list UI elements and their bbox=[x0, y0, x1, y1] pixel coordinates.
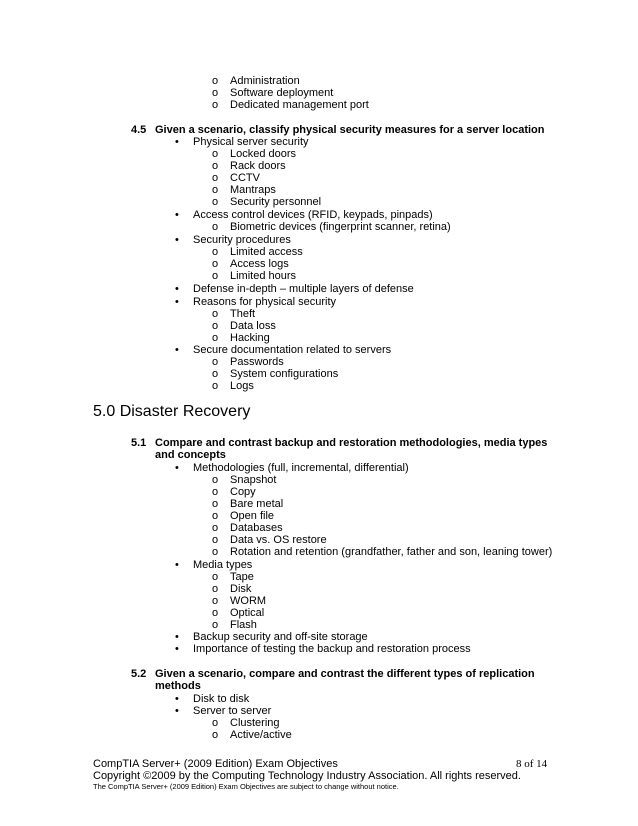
footer-notice: The CompTIA Server+ (2009 Edition) Exam Objectives are subject to change without notice. bbox=[93, 782, 399, 791]
list-item: Mantraps bbox=[230, 184, 276, 196]
sub-bullet-icon: o bbox=[212, 184, 219, 196]
sub-bullet-icon: o bbox=[212, 332, 219, 344]
list-item: System configurations bbox=[230, 368, 339, 380]
list-item: Access control devices (RFID, keypads, pinpads) bbox=[193, 209, 433, 221]
list-item: Rotation and retention (grandfather, father and son, leaning tower) bbox=[230, 546, 553, 558]
list-item: Limited hours bbox=[230, 270, 297, 282]
bullet-icon: • bbox=[175, 559, 179, 571]
objective-title: Given a scenario, classify physical security measures for a server location bbox=[155, 124, 545, 136]
list-item: Theft bbox=[230, 308, 256, 320]
list-item: Hacking bbox=[230, 332, 270, 344]
objective-title-cont: and concepts bbox=[155, 449, 226, 461]
objective-title-cont: methods bbox=[155, 680, 201, 692]
list-item: Disk bbox=[230, 583, 252, 595]
list-item: Data vs. OS restore bbox=[230, 534, 327, 546]
bullet-icon: • bbox=[175, 631, 179, 643]
list-item: Administration bbox=[230, 75, 300, 87]
objective-number: 5.2 bbox=[131, 668, 147, 680]
footer-copyright: Copyright ©2009 by the Computing Technology Industry Association. All rights reserved. bbox=[93, 770, 521, 782]
list-item: Open file bbox=[230, 510, 275, 522]
sub-bullet-icon: o bbox=[212, 221, 219, 233]
list-item: Media types bbox=[193, 559, 253, 571]
list-item: Security personnel bbox=[230, 196, 322, 208]
list-item: Server to server bbox=[193, 705, 272, 717]
list-item: Locked doors bbox=[230, 148, 297, 160]
list-item: Rack doors bbox=[230, 160, 286, 172]
bullet-icon: • bbox=[175, 705, 179, 717]
objective-number: 4.5 bbox=[131, 124, 147, 136]
sub-bullet-icon: o bbox=[212, 583, 219, 595]
list-item: Reasons for physical security bbox=[193, 296, 337, 308]
sub-bullet-icon: o bbox=[212, 486, 219, 498]
list-item: WORM bbox=[230, 595, 267, 607]
list-item: Dedicated management port bbox=[230, 99, 369, 111]
list-item: Biometric devices (fingerprint scanner, retina) bbox=[230, 221, 451, 233]
list-item: Methodologies (full, incremental, differential) bbox=[193, 462, 409, 474]
page-number: 8 of 14 bbox=[516, 758, 548, 770]
section-title: 5.0 Disaster Recovery bbox=[93, 403, 251, 420]
sub-bullet-icon: o bbox=[212, 729, 219, 741]
sub-bullet-icon: o bbox=[212, 196, 219, 208]
sub-bullet-icon: o bbox=[212, 356, 219, 368]
list-item: Passwords bbox=[230, 356, 284, 368]
sub-bullet-icon: o bbox=[212, 270, 219, 282]
list-item: Flash bbox=[230, 619, 257, 631]
sub-bullet-icon: o bbox=[212, 607, 219, 619]
footer-doc-name: CompTIA Server+ (2009 Edition) Exam Objectives bbox=[93, 758, 338, 770]
sub-bullet-icon: o bbox=[212, 522, 219, 534]
sub-bullet-icon: o bbox=[212, 717, 219, 729]
list-item: Active/active bbox=[230, 729, 292, 741]
bullet-icon: • bbox=[175, 234, 179, 246]
list-item: Snapshot bbox=[230, 474, 277, 486]
list-item: Disk to disk bbox=[193, 693, 250, 705]
list-item: Data loss bbox=[230, 320, 276, 332]
sub-bullet-icon: o bbox=[212, 148, 219, 160]
list-item: Backup security and off-site storage bbox=[193, 631, 368, 643]
list-item: CCTV bbox=[230, 172, 260, 184]
sub-bullet-icon: o bbox=[212, 75, 219, 87]
list-item: Security procedures bbox=[193, 234, 291, 246]
sub-bullet-icon: o bbox=[212, 246, 219, 258]
sub-bullet-icon: o bbox=[212, 258, 219, 270]
objective-title: Given a scenario, compare and contrast the different types of replication bbox=[155, 668, 535, 680]
list-item: Defense in-depth – multiple layers of defense bbox=[193, 283, 414, 295]
sub-bullet-icon: o bbox=[212, 546, 219, 558]
objective-number: 5.1 bbox=[131, 437, 147, 449]
bullet-icon: • bbox=[175, 344, 179, 356]
list-item: Secure documentation related to servers bbox=[193, 344, 392, 356]
sub-bullet-icon: o bbox=[212, 498, 219, 510]
list-item: Software deployment bbox=[230, 87, 334, 99]
sub-bullet-icon: o bbox=[212, 87, 219, 99]
sub-bullet-icon: o bbox=[212, 160, 219, 172]
list-item: Logs bbox=[230, 380, 254, 392]
sub-bullet-icon: o bbox=[212, 510, 219, 522]
bullet-icon: • bbox=[175, 643, 179, 655]
sub-bullet-icon: o bbox=[212, 534, 219, 546]
bullet-icon: • bbox=[175, 462, 179, 474]
list-item: Databases bbox=[230, 522, 283, 534]
sub-bullet-icon: o bbox=[212, 320, 219, 332]
sub-bullet-icon: o bbox=[212, 380, 219, 392]
sub-bullet-icon: o bbox=[212, 595, 219, 607]
sub-bullet-icon: o bbox=[212, 619, 219, 631]
list-item: Optical bbox=[230, 607, 265, 619]
sub-bullet-icon: o bbox=[212, 474, 219, 486]
bullet-icon: • bbox=[175, 283, 179, 295]
objective-title: Compare and contrast backup and restoration methodologies, media types bbox=[155, 437, 548, 449]
sub-bullet-icon: o bbox=[212, 571, 219, 583]
bullet-icon: • bbox=[175, 693, 179, 705]
list-item: Limited access bbox=[230, 246, 303, 258]
list-item: Copy bbox=[230, 486, 256, 498]
bullet-icon: • bbox=[175, 209, 179, 221]
list-item: Bare metal bbox=[230, 498, 284, 510]
sub-bullet-icon: o bbox=[212, 368, 219, 380]
bullet-icon: • bbox=[175, 296, 179, 308]
sub-bullet-icon: o bbox=[212, 99, 219, 111]
list-item: Tape bbox=[230, 571, 254, 583]
list-item: Importance of testing the backup and restoration process bbox=[193, 643, 471, 655]
list-item: Physical server security bbox=[193, 136, 309, 148]
bullet-icon: • bbox=[175, 136, 179, 148]
list-item: Access logs bbox=[230, 258, 289, 270]
list-item: Clustering bbox=[230, 717, 280, 729]
sub-bullet-icon: o bbox=[212, 172, 219, 184]
sub-bullet-icon: o bbox=[212, 308, 219, 320]
